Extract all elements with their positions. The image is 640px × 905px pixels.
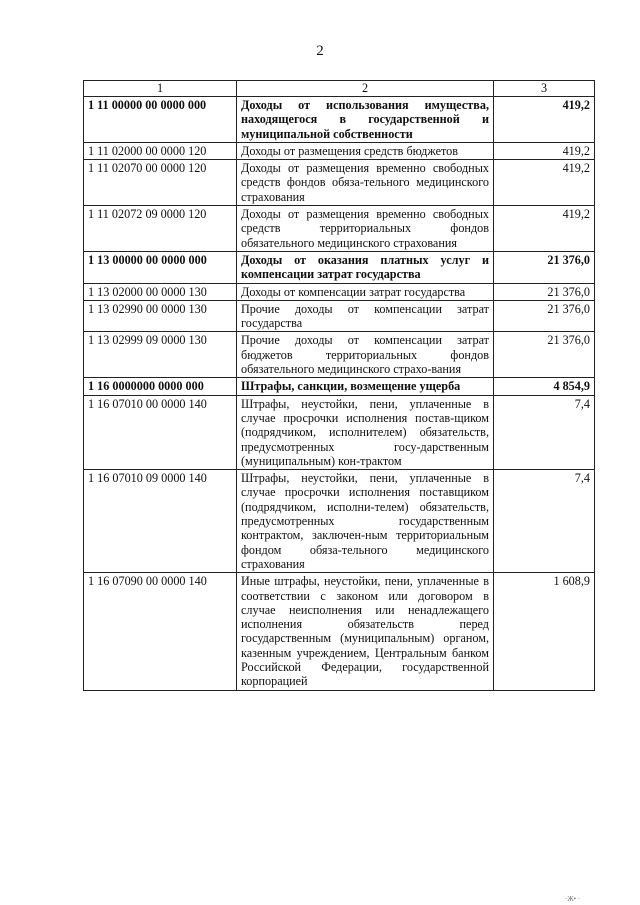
- budget-code: 1 13 02000 00 0000 130: [84, 283, 237, 300]
- revenue-name: Штрафы, неустойки, пени, уплаченные в случае просрочки исполнения постав-щиком (подрядчиком, исполнителем) обязательств, предусмотренных госу-дарственным (муниципальным) кон-трактом: [237, 395, 494, 469]
- revenue-name: Иные штрафы, неустойки, пени, уплаченные в соответствии с законом или договором в случае неисполнения или ненадлежащего исполнения обязательств перед государственным (муниципальным) органом, казенным учреждением, Центральным банком Российской Федерации, государственной корпорацией: [237, 573, 494, 690]
- budget-code: 1 13 02990 00 0000 130: [84, 300, 237, 332]
- budget-code: 1 11 02072 09 0000 120: [84, 206, 237, 252]
- table-row: [84, 573, 595, 690]
- budget-code: 1 16 07010 09 0000 140: [84, 470, 237, 573]
- revenue-amount: 7,4: [494, 470, 595, 573]
- footer-scan-mark: ·Ж• ·: [565, 895, 581, 903]
- revenue-name: Прочие доходы от компенсации затрат государства: [237, 300, 494, 332]
- revenue-amount: 419,2: [494, 97, 595, 143]
- revenue-amount: 21 376,0: [494, 283, 595, 300]
- table-row: [84, 160, 595, 206]
- budget-revenue-table: [83, 80, 595, 691]
- revenue-amount: 4 854,9: [494, 378, 595, 395]
- table-row: [84, 251, 595, 283]
- table-row: [84, 470, 595, 573]
- budget-code: 1 11 02000 00 0000 120: [84, 142, 237, 159]
- table-row: [84, 300, 595, 332]
- table-row: [84, 395, 595, 469]
- revenue-amount: 7,4: [494, 395, 595, 469]
- revenue-amount: 419,2: [494, 206, 595, 252]
- budget-code: 1 13 02999 09 0000 130: [84, 332, 237, 378]
- page-number: 2: [316, 43, 324, 59]
- revenue-name: Доходы от размещения временно свободных средств фондов обяза-тельного медицинского страхования: [237, 160, 494, 206]
- revenue-amount: 21 376,0: [494, 332, 595, 378]
- column-header-amount: 3: [494, 81, 595, 97]
- table-row: [84, 283, 595, 300]
- table-header-row: [84, 81, 595, 97]
- budget-code: 1 16 07010 00 0000 140: [84, 395, 237, 469]
- revenue-name: Доходы от оказания платных услуг и компенсации затрат государства: [237, 251, 494, 283]
- revenue-amount: 21 376,0: [494, 300, 595, 332]
- revenue-name: Прочие доходы от компенсации затрат бюджетов территориальных фондов обязательного медицинского страхо-вания: [237, 332, 494, 378]
- budget-code: 1 16 0000000 0000 000: [84, 378, 237, 395]
- budget-code: 1 16 07090 00 0000 140: [84, 573, 237, 690]
- table-row: [84, 332, 595, 378]
- revenue-amount: 1 608,9: [494, 573, 595, 690]
- budget-code: 1 11 02070 00 0000 120: [84, 160, 237, 206]
- column-header-code: 1: [84, 81, 237, 97]
- revenue-name: Доходы от компенсации затрат государства: [237, 283, 494, 300]
- table-row: [84, 378, 595, 395]
- column-header-name: 2: [237, 81, 494, 97]
- revenue-name: Доходы от размещения средств бюджетов: [237, 142, 494, 159]
- revenue-amount: 21 376,0: [494, 251, 595, 283]
- table-row: [84, 206, 595, 252]
- revenue-name: Доходы от использования имущества, находящегося в государственной и муниципальной собственности: [237, 97, 494, 143]
- revenue-name: Штрафы, санкции, возмещение ущерба: [237, 378, 494, 395]
- revenue-name: Доходы от размещения временно свободных средств территориальных фондов обязательного медицинского страхования: [237, 206, 494, 252]
- revenue-name: Штрафы, неустойки, пени, уплаченные в случае просрочки исполнения поставщиком (подрядчиком, исполни-телем) обязательств, предусмотренных государственным контрактом, заключен-ным территориальным фондом обяза-тельного медицинского страхования: [237, 470, 494, 573]
- budget-code: 1 13 00000 00 0000 000: [84, 251, 237, 283]
- budget-code: 1 11 00000 00 0000 000: [84, 97, 237, 143]
- table-row: [84, 97, 595, 143]
- revenue-amount: 419,2: [494, 142, 595, 159]
- revenue-amount: 419,2: [494, 160, 595, 206]
- table-row: [84, 142, 595, 159]
